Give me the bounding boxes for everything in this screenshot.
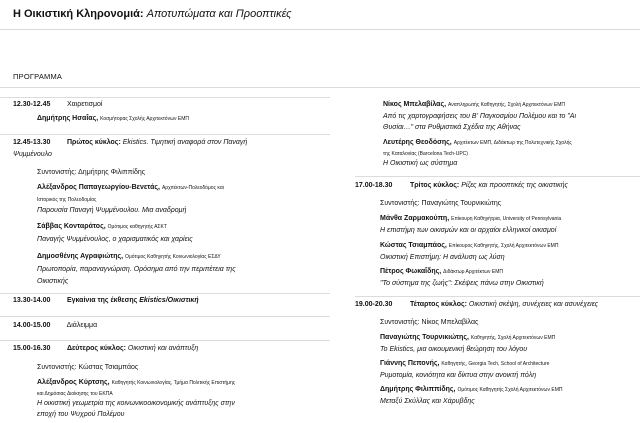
session-time: 19.00-20.30 [355,301,393,308]
session-row [13,139,247,146]
session-row [13,297,199,304]
session-subtitle: Ekistics. Τιμητική αναφορά στον Παναγή [122,139,248,146]
coordinator: Συντονιστής: Νίκος Μπελαβίλας [380,319,479,326]
session-row [355,182,568,189]
speaker-affiliation: Διδάκτωρ Αρχιτέκτων ΕΜΠ [443,269,503,275]
session-time: 17.00-18.30 [355,182,393,189]
speaker-affiliation: Καθηγητής, Georgia Tech, School of Architecture [441,361,550,367]
talk-title: Ρυμοτομία, κονιότητα και δίκτυα στην ανοικτή πόλη [380,372,537,379]
talk-title: Το Ekistics, μια οικουμενική θεώρηση του λόγου [380,346,528,353]
speaker [380,386,562,393]
talk-title: Μεταξύ Σκύλλας και Χάρυβδης [380,398,475,405]
session-time: 15.00-16.30 [13,345,51,352]
separator [355,176,640,177]
session-label: Εγκαίνια της έκθεσης [66,297,138,304]
speaker-name: Κώστας Τσιαμπάος, [380,242,447,249]
coordinator: Συντονιστής: Κώστας Τσιαμπάος [37,364,139,371]
talk-title: Η επιστήμη των οικισμών και οι αρχαίοι ελληνικοί οικισμοί [380,227,557,234]
speaker-affiliation: Αρχιτέκτων ΕΜΠ, Διδάκτωρ της Πολυτεχνικής Σχολής [453,140,572,146]
talk-title-cont: εποχή του Ψυχρού Πολέμου [37,411,125,418]
speaker-affiliation-cont: Ιστορικός της Πολεοδομίας [37,197,97,203]
talk-title: Πρωτοπορία, παραναγνώριση. Ορόσημα από την περιπέτεια της [37,266,236,273]
speaker [37,115,189,122]
talk-title-cont: Οικιστικής [37,278,69,285]
session-label: Τρίτος κύκλος: [409,182,460,189]
session-label: Τέταρτος κύκλος: [409,301,467,308]
speaker [37,184,224,191]
session-time: 12.45-13.30 [13,139,51,146]
session-row [13,345,198,352]
talk-title: Παρουσία Παναγή Ψυμμένουλου. Μια αναδρομή [37,207,187,214]
separator [0,340,330,341]
title-italic: Αποτυπώματα και Προοπτικές [146,8,292,20]
speaker [383,101,565,108]
speaker-name: Αλέξανδρος Παπαγεωργίου-Βενετάς, [37,184,160,191]
speaker [380,334,555,341]
speaker [37,223,167,230]
speaker [37,253,221,260]
separator [0,293,330,294]
speaker-name: Λευτέρης Θεοδόσης, [383,139,452,146]
talk-title: Οικιστική Επιστήμη: Η ανάλυση ως λύση [380,254,505,261]
speaker-affiliation-cont: της Καταλονίας (Barcelona Tech-UPC) [383,151,468,157]
separator [0,97,330,98]
session-row [13,101,102,108]
speaker [37,379,235,386]
speaker-name: Γιάννης Πεπονής, [380,360,440,367]
session-row [13,322,97,329]
speaker-name: Νίκος Μπελαβίλας, [383,101,447,108]
session-subtitle: Ρίζες και προοπτικές της οικιστικής [461,182,568,189]
speaker-affiliation: Καθηγητής, Σχολή Αρχιτεκτόνων ΕΜΠ [470,335,556,341]
session-subtitle-cont: Ψυμμένουλο [13,151,52,158]
speaker [383,139,572,146]
speaker-name: Δημοσθένης Αγραφιώτης, [37,253,124,260]
session-time: 14.00-15.00 [13,322,51,329]
talk-title: Παναγής Ψυμμένουλος, ο χαρισματικός και χαρίεις [37,236,193,243]
speaker-affiliation: Αναπληρωτής Καθηγητής, Σχολή Αρχιτεκτόνων ΕΜΠ [448,102,566,108]
session-label: Διάλειμμα [66,322,98,329]
speaker-affiliation: Ομότιμος Καθηγητής Κοινωνιολογίας ΕΣΔΥ [125,254,221,260]
speaker-affiliation: Επίκουρος Καθηγητής, Σχολή Αρχιτεκτόνων ΕΜΠ [448,243,559,249]
separator [0,316,330,317]
session-subtitle: Οικιστική σκέψη, συνέχειες και ασυνέχειες [468,301,598,308]
speaker-name: Δημήτρης Φιλιππίδης, [380,386,456,393]
speaker-affiliation: Ομότιμος καθηγητής ΑΣΚΤ [107,224,167,230]
program-label: ΠΡΟΓΡΑΜΜΑ [13,72,63,81]
program-divider [0,87,640,88]
session-time: 13.30-14.00 [13,297,51,304]
title-divider [0,29,640,30]
session-label: Δεύτερος κύκλος: [66,345,126,352]
speaker-name: Σάββας Κονταράτος, [37,223,106,230]
talk-title: "Το σύστημα της ζωής": Σκέψεις πάνω στην Οικιστική [380,280,544,287]
speaker-name: Δημήτρης Ησαΐας, [37,115,99,122]
separator [355,296,640,297]
speaker [380,360,549,367]
title-bold: Η Οικιστική Κληρονομιά: [13,8,144,20]
page-title [13,8,291,20]
talk-title: Η οικιστική γεωμετρία της κοινωνικοοικονομικής ανάπτυξης στην [37,400,235,407]
speaker [380,268,503,275]
speaker-name: Παναγιώτης Τουρνικιώτης, [380,334,469,341]
session-subtitle: Ekistics/Οικιστική [139,297,199,304]
speaker-affiliation: Καθηγητής Κοινωνιολογίας, Τμήμα Πολιτικής Επιστήμης [111,380,236,386]
talk-title: Η Οικιστική ως σύστημα [383,160,458,167]
session-label: Χαιρετισμοί [66,101,103,108]
speaker-affiliation: Επίκουρη Καθηγήτρια, University of Pennsylvania [451,216,562,222]
speaker [380,242,558,249]
talk-title-cont: Θυσίαι…" στα Ρυθμιστικά Σχέδια της Αθήνας [383,124,521,131]
session-subtitle: Οικιστική και ανάπτυξη [127,345,199,352]
speaker [380,215,561,222]
speaker-name: Αλέξανδρος Κύρτσης, [37,379,110,386]
speaker-affiliation-cont: και Δημόσιας Διοίκησης του ΕΚΠΑ [37,391,113,397]
session-time: 12.30-12.45 [13,101,51,108]
talk-title: Από τις χαρτογραφήσεις του Β' Παγκοσμίου Πολέμου και το "Αι [383,113,577,120]
coordinator: Συντονιστής: Παναγιώτης Τουρνικιώτης [380,200,502,207]
speaker-affiliation: Αρχιτέκτων-Πολεοδόμος και [161,185,224,191]
session-label: Πρώτος κύκλος: [66,139,121,146]
speaker-name: Μάνθα Ζαρμακούπη, [380,215,450,222]
speaker-affiliation: Κοσμήτορας Σχολής Αρχιτεκτόνων ΕΜΠ [100,116,189,122]
separator [0,134,330,135]
speaker-affiliation: Ομότιμος Καθηγητής Σχολή Αρχιτεκτόνων ΕΜΠ [457,387,563,393]
speaker-name: Πέτρος Φωκαΐδης, [380,268,442,275]
coordinator: Συντονιστής: Δημήτρης Φιλιππίδης [37,169,146,176]
session-row [355,301,598,308]
